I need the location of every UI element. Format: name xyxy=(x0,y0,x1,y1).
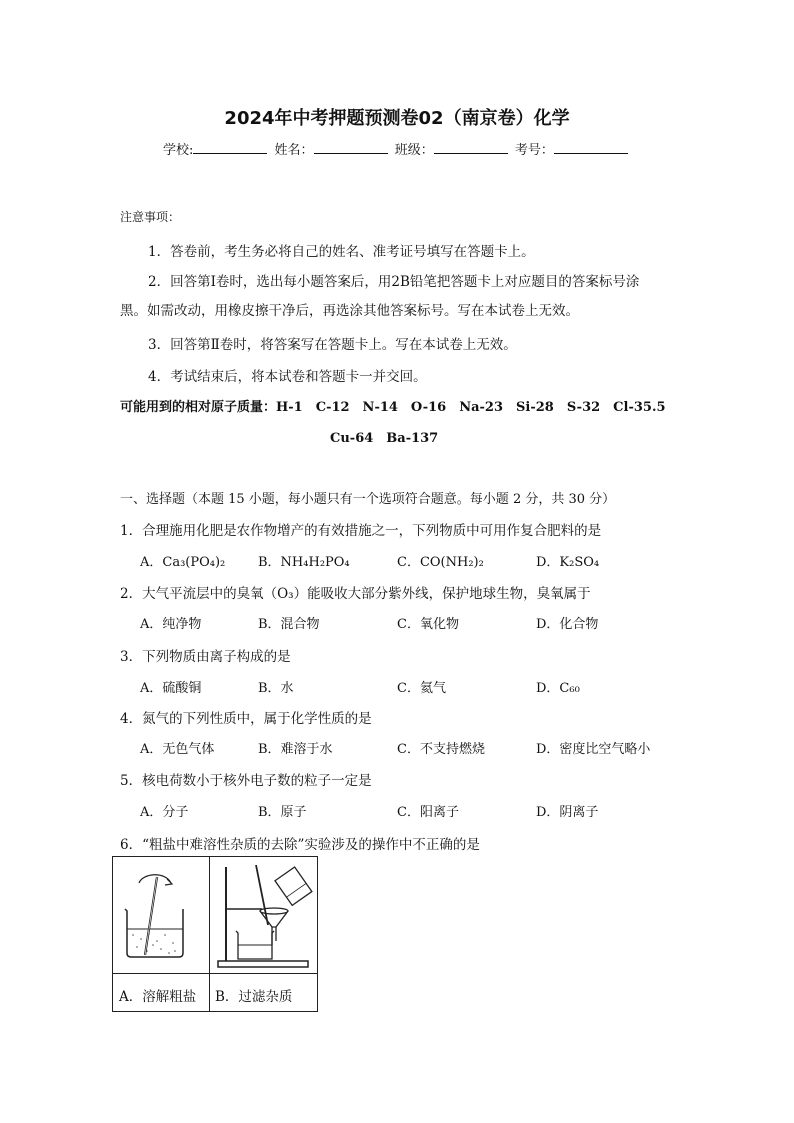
figure-divider-horizontal xyxy=(113,973,317,974)
question-1-option-a[interactable]: A．Ca₃(PO₄)₂ xyxy=(140,555,226,570)
question-2-option-c[interactable]: C．氧化物 xyxy=(397,617,459,632)
name-blank[interactable] xyxy=(314,141,388,154)
question-3-option-c[interactable]: C．氦气 xyxy=(397,681,446,696)
question-5-option-c[interactable]: C．阳离子 xyxy=(397,805,459,820)
school-blank[interactable] xyxy=(193,141,267,154)
question-3-stem: 3．下列物质由离子构成的是 xyxy=(120,649,291,665)
caption-a[interactable]: A．溶解粗盐 xyxy=(119,989,197,1005)
section-title: 一、选择题（本题 15 小题，每小题只有一个选项符合题意。每小题 2 分，共 30 分） xyxy=(120,492,616,507)
question-4-stem: 4．氮气的下列性质中，属于化学性质的是 xyxy=(120,711,372,727)
question-3-option-a[interactable]: A．硫酸铜 xyxy=(140,681,202,696)
notes-heading: 注意事项： xyxy=(120,210,181,224)
question-2-option-b[interactable]: B．混合物 xyxy=(258,617,320,632)
question-4-option-b[interactable]: B．难溶于水 xyxy=(258,742,333,757)
class-blank[interactable] xyxy=(434,141,508,154)
question-1-option-b[interactable]: B．NH₄H₂PO₄ xyxy=(258,555,350,570)
atomic-mass-line-2: Cu-64 Ba-137 xyxy=(330,431,439,446)
question-5-option-a[interactable]: A．分子 xyxy=(140,805,189,820)
question-2-option-d[interactable]: D．化合物 xyxy=(536,617,599,632)
note-item-3: 3．回答第Ⅱ卷时，将答案写在答题卡上。写在本试卷上无效。 xyxy=(148,337,517,353)
note-item-2-cont: 黑。如需改动，用橡皮擦干净后，再选涂其他答案标号。写在本试卷上无效。 xyxy=(120,303,579,319)
school-label: 学校: xyxy=(163,143,194,158)
question-1-option-d[interactable]: D．K₂SO₄ xyxy=(536,555,600,570)
note-item-4: 4．考试结束后，将本试卷和答题卡一并交回。 xyxy=(148,369,427,385)
student-info-line xyxy=(163,139,631,158)
question-4-option-d[interactable]: D．密度比空气略小 xyxy=(536,742,651,757)
question-6-stem: 6．“粗盐中难溶性杂质的去除”实验涉及的操作中不正确的是 xyxy=(120,837,480,853)
question-5-stem: 5．核电荷数小于核外电子数的粒子一定是 xyxy=(120,773,372,789)
question-1-option-c[interactable]: C．CO(NH₂)₂ xyxy=(397,555,484,570)
question-3-option-d[interactable]: D．C₆₀ xyxy=(536,681,580,696)
question-3-option-b[interactable]: B．水 xyxy=(258,681,294,696)
caption-b[interactable]: B．过滤杂质 xyxy=(215,989,293,1005)
question-1-stem: 1．合理施用化肥是农作物增产的有效措施之一，下列物质中可用作复合肥料的是 xyxy=(120,523,602,539)
beaker-stirring-icon xyxy=(117,863,205,969)
exam-number-label: 考号： xyxy=(514,143,554,158)
figure-divider-vertical xyxy=(209,857,210,1011)
note-item-2: 2．回答第Ⅰ卷时，选出每小题答案后，用2B铅笔把答题卡上对应题目的答案标号涂 xyxy=(148,274,640,290)
exam-number-blank[interactable] xyxy=(554,141,628,154)
filtration-apparatus-icon xyxy=(212,861,316,971)
page-title: 2024年中考押题预测卷02（南京卷）化学 xyxy=(224,108,570,129)
atomic-mass-line-1: 可能用到的相对原子质量：H-1 C-12 N-14 O-16 Na-23 Si-28 S-32 Cl-35.5 xyxy=(120,400,666,415)
figure-table xyxy=(112,856,318,1012)
question-2-stem: 2．大气平流层中的臭氧（O₃）能吸收大部分紫外线，保护地球生物，臭氧属于 xyxy=(120,586,591,602)
name-label: 姓名： xyxy=(274,143,314,158)
question-5-option-b[interactable]: B．原子 xyxy=(258,805,307,820)
question-2-option-a[interactable]: A．纯净物 xyxy=(140,617,202,632)
question-4-option-a[interactable]: A．无色气体 xyxy=(140,742,215,757)
question-5-option-d[interactable]: D．阴离子 xyxy=(536,805,599,820)
class-label: 班级： xyxy=(394,143,434,158)
question-4-option-c[interactable]: C．不支持燃烧 xyxy=(397,742,485,757)
note-item-1: 1．答卷前，考生务必将自己的姓名、准考证号填写在答题卡上。 xyxy=(148,244,535,260)
